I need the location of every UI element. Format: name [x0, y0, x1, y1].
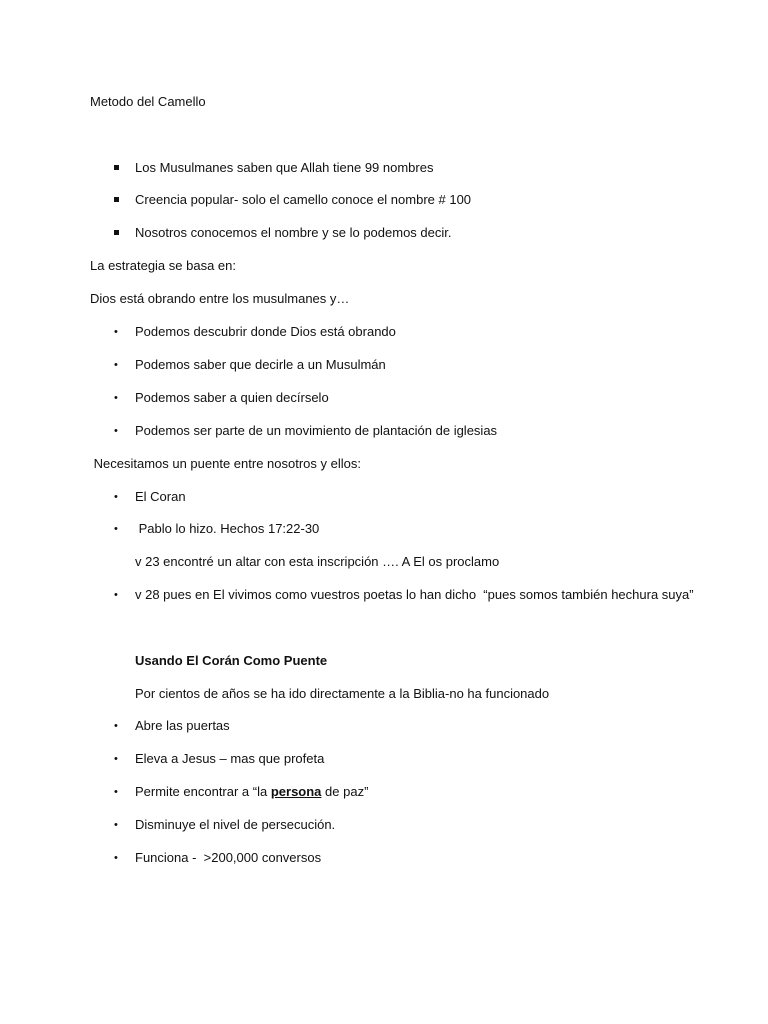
document-title: Metodo del Camello — [90, 94, 206, 109]
square-bullet — [114, 160, 119, 170]
dot-bullet: • — [114, 491, 118, 503]
persona-emphasis: persona — [270, 784, 322, 799]
dot-bullet: • — [114, 819, 118, 831]
dot-bullet: • — [114, 326, 118, 338]
dot-bullet: • — [114, 753, 118, 765]
list-item: Podemos ser parte de un movimiento de plantación de iglesias — [135, 423, 498, 438]
list-item — [135, 784, 368, 800]
dot-bullet: • — [114, 425, 118, 437]
paragraph: Dios está obrando entre los musulmanes y… — [90, 291, 350, 306]
list-item: El Coran — [135, 489, 186, 504]
verse-line: v 28 pues en El vivimos como vuestros poetas lo han dicho “pues somos también hechura suya” — [135, 587, 694, 602]
list-item: Podemos descubrir donde Dios está obrando — [135, 324, 396, 339]
verse-line: v 23 encontré un altar con esta inscripción …. A El os proclamo — [135, 554, 500, 569]
list-item: Pablo lo hizo. Hechos 17:22-30 — [135, 521, 320, 536]
persona-before: Permite encontrar a “la — [135, 784, 271, 799]
dot-bullet: • — [114, 786, 118, 798]
dot-bullet: • — [114, 852, 118, 864]
list-item: Podemos saber que decirle a un Musulmán — [135, 357, 386, 372]
list-item: Creencia popular- solo el camello conoce el nombre # 100 — [135, 192, 472, 207]
dot-bullet: • — [114, 720, 118, 732]
list-item: Abre las puertas — [135, 718, 230, 733]
dot-bullet: • — [114, 589, 118, 601]
list-item: Nosotros conocemos el nombre y se lo podemos decir. — [135, 225, 452, 240]
list-item: Los Musulmanes saben que Allah tiene 99 nombres — [135, 160, 434, 175]
dot-bullet: • — [114, 359, 118, 371]
dot-bullet: • — [114, 392, 118, 404]
list-item: Funciona - >200,000 conversos — [135, 850, 322, 865]
square-bullet — [114, 225, 119, 235]
list-item: Podemos saber a quien decírselo — [135, 390, 329, 405]
paragraph: La estrategia se basa en: — [90, 258, 236, 273]
paragraph: Necesitamos un puente entre nosotros y ellos: — [90, 456, 361, 471]
persona-after: de paz” — [321, 784, 369, 799]
square-bullet — [114, 192, 119, 202]
list-item: Disminuye el nivel de persecución. — [135, 817, 336, 832]
dot-bullet: • — [114, 523, 118, 535]
paragraph: Por cientos de años se ha ido directamente a la Biblia-no ha funcionado — [135, 686, 550, 701]
list-item: Eleva a Jesus – mas que profeta — [135, 751, 325, 766]
section-heading: Usando El Corán Como Puente — [135, 653, 328, 668]
